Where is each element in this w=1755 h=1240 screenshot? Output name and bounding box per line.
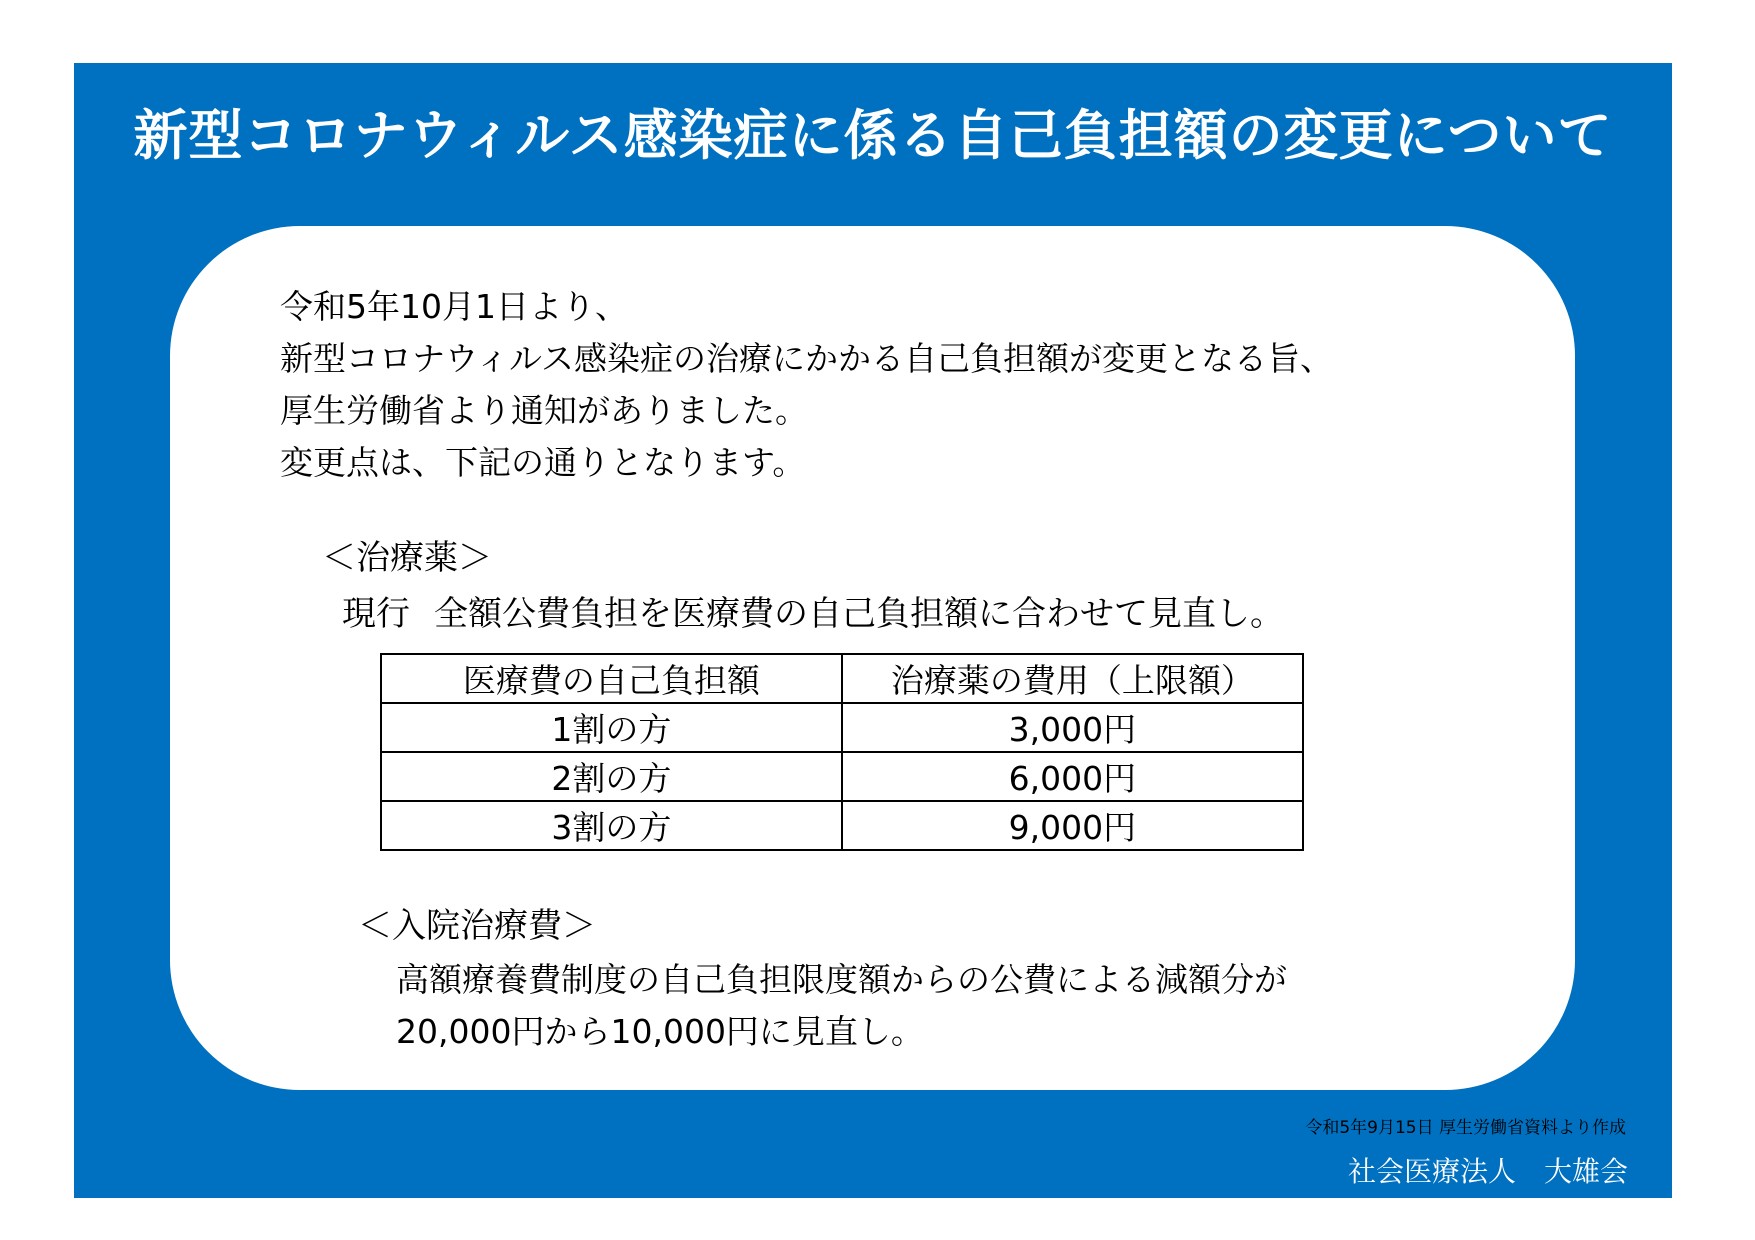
table-row: [381, 752, 1303, 801]
content-card: [170, 226, 1575, 1090]
organization-name: 社会医療法人 大雄会: [1347, 1155, 1628, 1188]
hospital-line-1: 高額療養費制度の自己負担限度額からの公費による減額分が: [396, 960, 1287, 999]
table-cell: 1割の方: [381, 703, 842, 752]
table-row: [381, 801, 1303, 850]
intro-line-3: 厚生労働省より通知がありました。: [280, 391, 808, 430]
table-header-row: [381, 654, 1303, 703]
page-title: 新型コロナウィルス感染症に係る自己負担額の変更について: [133, 104, 1613, 167]
hospital-line-2: 20,000円から10,000円に見直し。: [396, 1012, 924, 1051]
table-cell: 3,000円: [842, 703, 1303, 752]
intro-text: [280, 281, 1333, 489]
hospital-text: [396, 954, 1287, 1058]
table-cell: 6,000円: [842, 752, 1303, 801]
medicine-cost-table: [380, 653, 1304, 851]
intro-line-4: 変更点は、下記の通りとなります。: [280, 443, 806, 482]
intro-line-2: 新型コロナウィルス感染症の治療にかかる自己負担額が変更となる旨、: [280, 339, 1334, 378]
notice-panel: [74, 63, 1672, 1198]
intro-line-1: 令和5年10月1日より、: [280, 287, 628, 326]
table-header-cell: 医療費の自己負担額: [381, 654, 842, 703]
table-header-cell: 治療薬の費用（上限額）: [842, 654, 1303, 703]
hospital-heading: ＜入院治療費＞: [358, 906, 596, 946]
medicine-heading: ＜治療薬＞: [322, 538, 492, 578]
current-text: 全額公費負担を医療費の自己負担額に合わせて見直し。: [434, 594, 1284, 634]
table-row: [381, 703, 1303, 752]
table-cell: 3割の方: [381, 801, 842, 850]
source-note: 令和5年9月15日 厚生労働省資料より作成: [1305, 1118, 1626, 1138]
current-label: 現行: [342, 594, 410, 634]
table-cell: 2割の方: [381, 752, 842, 801]
medicine-current: [342, 586, 1284, 635]
table-cell: 9,000円: [842, 801, 1303, 850]
